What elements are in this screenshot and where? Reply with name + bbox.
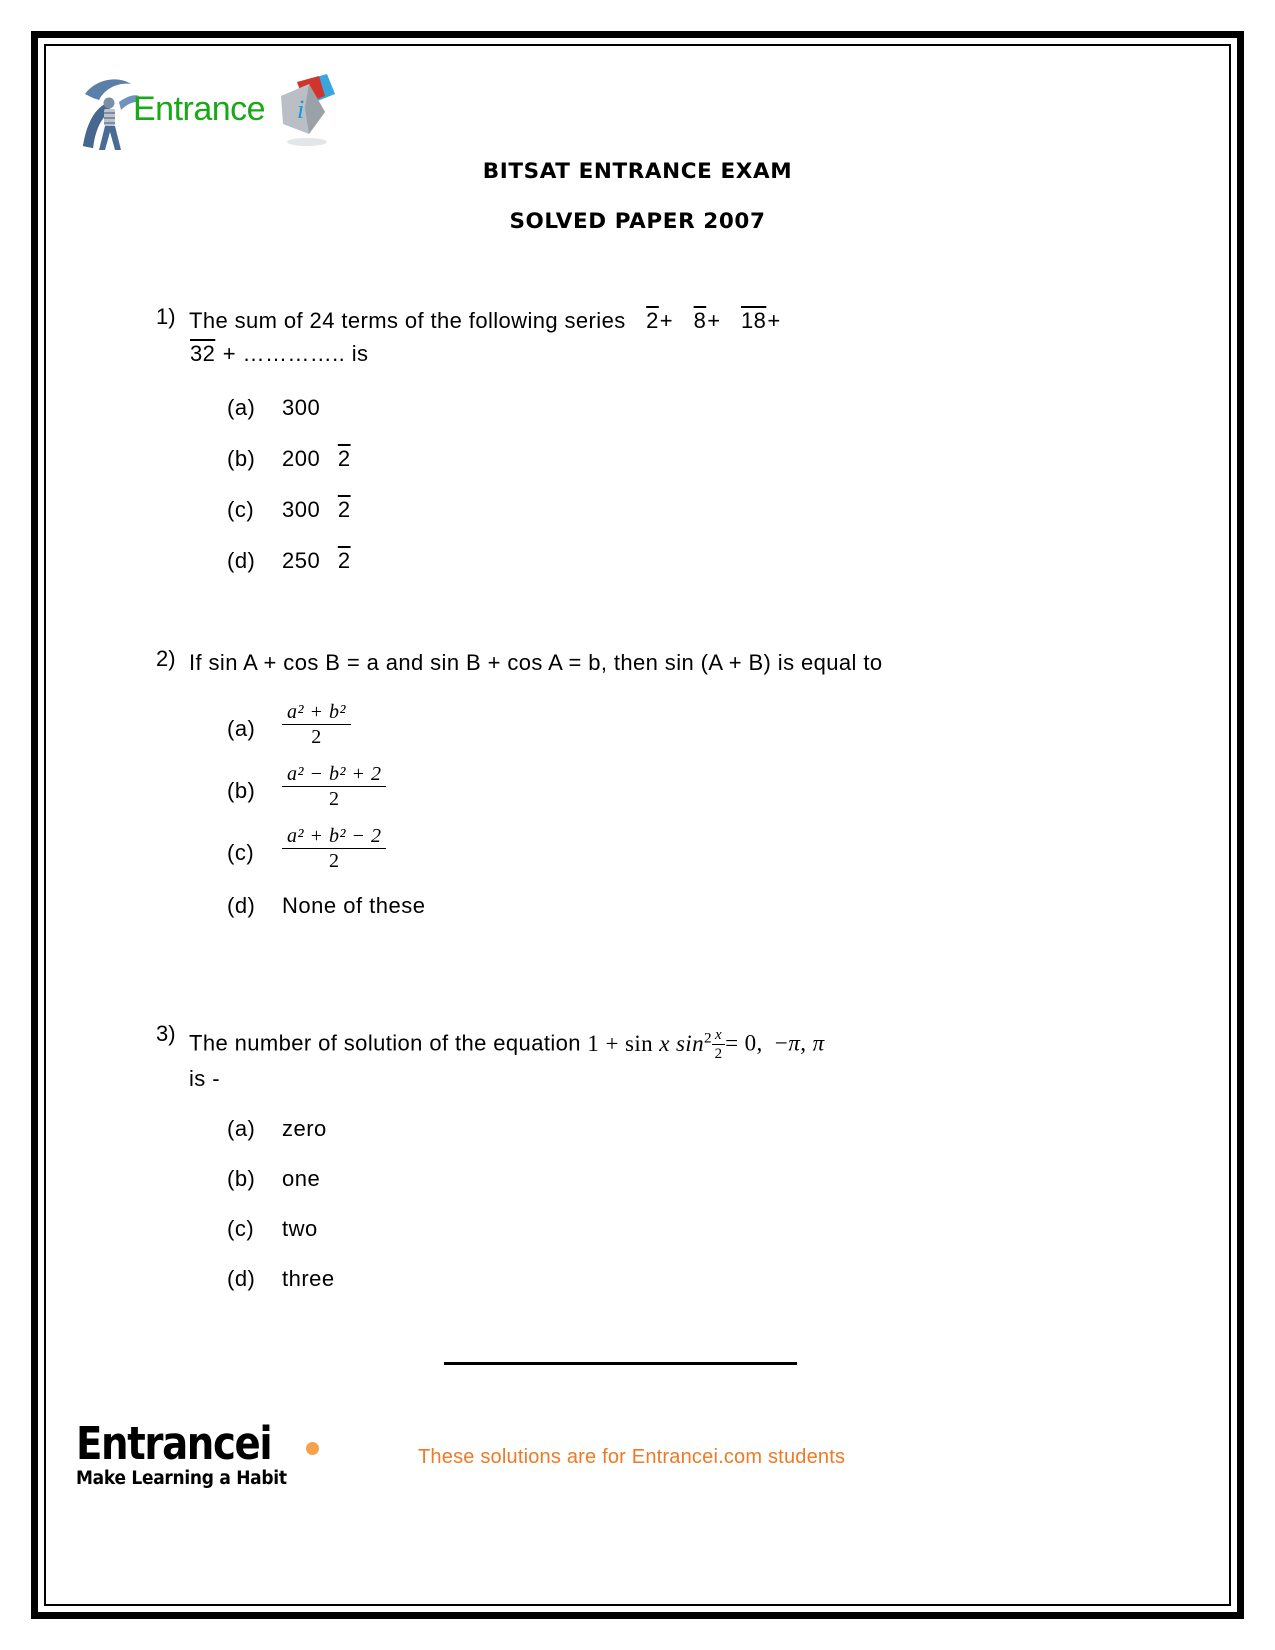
option-value: zero: [282, 1116, 327, 1142]
option-fraction: [282, 825, 386, 873]
equation-fraction: $\frac{x}{2}$: [712, 1027, 725, 1063]
option-value: two: [282, 1216, 318, 1242]
footer-logo-dot-icon: [306, 1442, 319, 1455]
question-1-radical-3: 18: [741, 308, 767, 333]
header-logo: [79, 72, 309, 156]
question-1-option-a[interactable]: [46, 392, 1229, 424]
option-label: (c): [227, 839, 255, 865]
question-3: [46, 1021, 1229, 1295]
question-2-option-d[interactable]: [46, 890, 1229, 922]
fraction-numerator: a² + b²: [282, 701, 351, 725]
question-2-option-a[interactable]: [46, 701, 1229, 749]
option-label: (a): [227, 395, 256, 420]
book-icon: [275, 72, 337, 152]
option-value: 300: [282, 497, 321, 522]
option-label: (a): [227, 1116, 256, 1142]
option-value: None of these: [282, 893, 426, 919]
header-logo-wordmark: Entrance: [133, 90, 266, 128]
fraction-numerator: a² + b² − 2: [282, 825, 386, 849]
question-1-radical-4: 32: [190, 341, 216, 366]
question-3-number: 3): [156, 1021, 176, 1046]
question-1-option-b[interactable]: [46, 443, 1229, 475]
option-radical: 2: [337, 446, 351, 471]
question-2: [46, 646, 1229, 922]
fraction-numerator: a² − b² + 2: [282, 763, 386, 787]
question-3-option-b[interactable]: [46, 1163, 1229, 1195]
question-3-tail: is -: [189, 1066, 220, 1092]
option-value: 250: [282, 548, 321, 573]
question-2-text: If sin A + cos B = a and sin B + cos A = b, then sin (A + B) is equal to: [189, 650, 883, 675]
question-3-option-a[interactable]: [46, 1113, 1229, 1145]
page-border-inner: [44, 44, 1231, 1606]
option-label: (d): [227, 1266, 256, 1292]
fraction-denominator: 2: [328, 788, 340, 811]
question-3-option-c[interactable]: [46, 1213, 1229, 1245]
option-label: (b): [227, 777, 256, 803]
question-3-equation: 1 + sin x $\sin^2$: [587, 1029, 712, 1056]
question-3-lead: The number of solution of the equation: [189, 1030, 581, 1056]
footer-logo: [76, 1417, 366, 1489]
question-1: [46, 304, 1229, 577]
fraction-denominator: 2: [328, 849, 340, 872]
option-label: (b): [227, 1166, 256, 1192]
option-label: (b): [227, 446, 256, 471]
question-1-number: 1): [156, 304, 176, 329]
question-2-number: 2): [156, 646, 176, 671]
option-label: (a): [227, 716, 256, 741]
question-3-text: The number of solution of the equation 1 + sin x $\sin^2$ $\frac{x}{2}$ = 0, −π, π is -: [189, 1026, 825, 1092]
document-sheet: [46, 46, 1229, 1604]
question-1-text-tail: + ………….. is: [222, 341, 369, 366]
question-2-option-b[interactable]: [46, 763, 1229, 811]
question-1-text: The sum of 24 terms of the following series 2+ 8+ 18+ 32 + ………….. is: [189, 308, 781, 366]
option-fraction: [282, 763, 386, 811]
question-3-stem: [46, 1021, 1229, 1095]
option-label: (d): [227, 893, 256, 919]
option-value: 200: [282, 446, 321, 471]
running-person-icon: [79, 76, 141, 152]
question-1-option-d[interactable]: [46, 545, 1229, 577]
question-2-stem: [46, 646, 1229, 679]
footer-logo-wordmark: Entrancei: [76, 1417, 272, 1470]
option-radical: 2: [337, 548, 351, 573]
question-3-option-d[interactable]: [46, 1263, 1229, 1295]
page-border-outer: [31, 31, 1244, 1619]
question-1-stem: [46, 304, 1229, 370]
question-1-option-c[interactable]: [46, 494, 1229, 526]
option-label: (c): [227, 497, 255, 522]
svg-text:i: i: [297, 95, 305, 124]
footer-logo-tagline: Make Learning a Habit: [76, 1468, 287, 1489]
footer-note: These solutions are for Entrancei.com students: [418, 1446, 846, 1468]
option-fraction: [282, 701, 351, 749]
option-radical: 2: [337, 497, 351, 522]
page-title-line2: SOLVED PAPER 2007: [509, 209, 766, 234]
option-value: three: [282, 1266, 335, 1292]
page-title-line1: BITSAT ENTRANCE EXAM: [482, 159, 793, 184]
option-value: 300: [282, 395, 321, 420]
fraction-denominator: 2: [311, 726, 322, 749]
question-1-radical-2: 8: [693, 308, 707, 333]
option-value: one: [282, 1166, 321, 1192]
question-2-option-c[interactable]: [46, 825, 1229, 873]
option-label: (c): [227, 1216, 255, 1242]
footer-divider: [444, 1362, 797, 1365]
option-label: (d): [227, 548, 256, 573]
question-1-radical-1: 2: [646, 308, 659, 333]
question-1-text-part1: The sum of 24 terms of the following series: [189, 308, 626, 333]
